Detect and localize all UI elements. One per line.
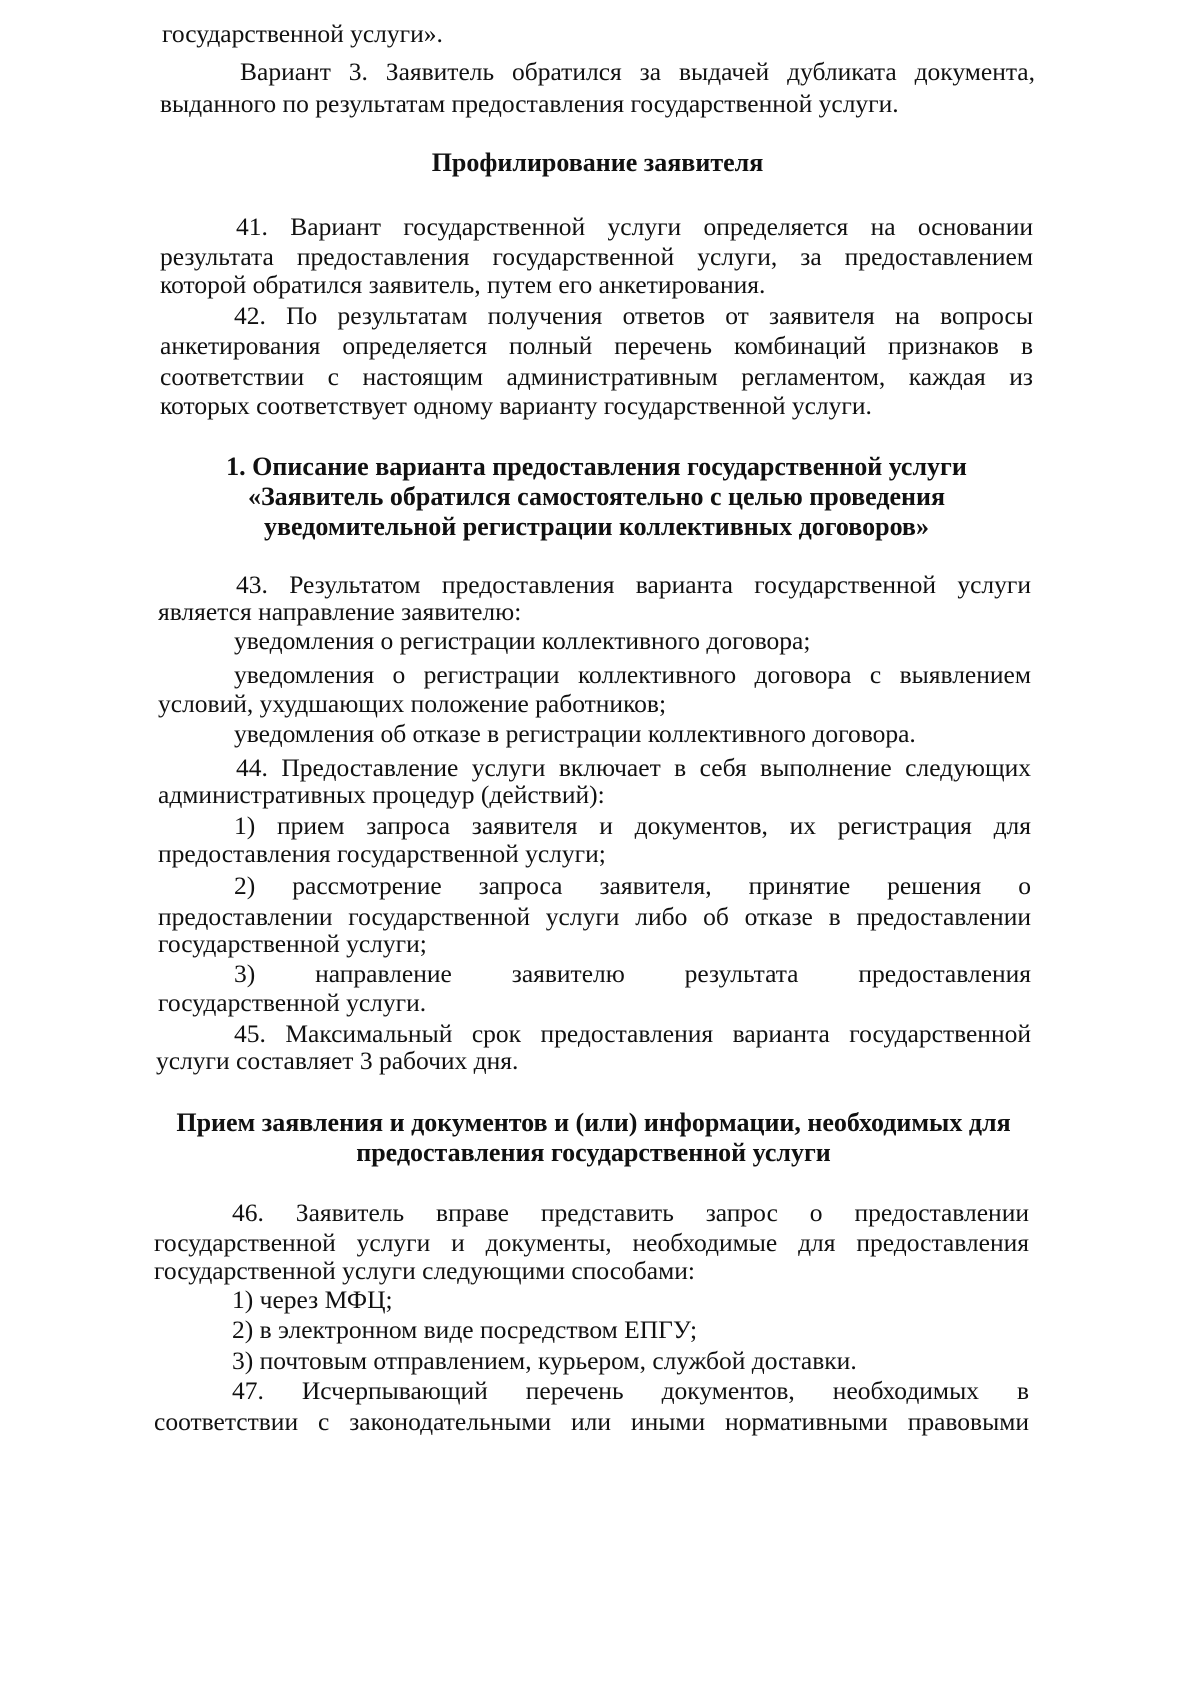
section-heading: Прием заявления и документов и (или) информации, необходимых для	[176, 1108, 1011, 1137]
text-line: предоставлении государственной услуги либо об отказе в предоставлении	[158, 902, 1031, 931]
text-line: 47. Исчерпывающий перечень документов, необходимых в	[232, 1376, 1029, 1405]
text-line: уведомления об отказе в регистрации коллективного договора.	[234, 719, 916, 748]
text-line: соответствии с настоящим административным регламентом, каждая из	[160, 362, 1033, 391]
text-line: государственной услуги».	[162, 19, 443, 48]
text-line: 43. Результатом предоставления варианта государственной услуги	[236, 570, 1031, 599]
text-line: уведомления о регистрации коллективного договора;	[234, 626, 811, 655]
section-heading: уведомительной регистрации коллективных договоров»	[264, 512, 929, 541]
text-line: 41. Вариант государственной услуги определяется на основании	[236, 212, 1033, 241]
text-line: анкетирования определяется полный перечень комбинаций признаков в	[160, 331, 1033, 360]
text-line: государственной услуги.	[158, 988, 427, 1017]
text-line: 45. Максимальный срок предоставления варианта государственной	[234, 1019, 1031, 1048]
text-line: административных процедур (действий):	[158, 780, 605, 809]
text-line: является направление заявителю:	[158, 597, 522, 626]
section-heading: Профилирование заявителя	[431, 148, 764, 177]
list-item: 2) в электронном виде посредством ЕПГУ;	[232, 1315, 698, 1344]
text-line: результата предоставления государственной услуги, за предоставлением	[160, 242, 1033, 271]
text-line: предоставления государственной услуги;	[158, 839, 606, 868]
text-line: 44. Предоставление услуги включает в себя выполнение следующих	[236, 753, 1031, 782]
text-line: 42. По результатам получения ответов от заявителя на вопросы	[234, 301, 1033, 330]
text-line: которой обратился заявитель, путем его анкетирования.	[160, 270, 766, 299]
list-item: 3) почтовым отправлением, курьером, службой доставки.	[232, 1346, 857, 1375]
text-line: 46. Заявитель вправе представить запрос о предоставлении	[232, 1198, 1029, 1227]
list-item: 1) через МФЦ;	[232, 1285, 393, 1314]
text-line: Вариант 3. Заявитель обратился за выдачей дубликата документа,	[240, 57, 1035, 86]
text-line: услуги составляет 3 рабочих дня.	[156, 1046, 519, 1075]
text-line: государственной услуги и документы, необходимые для предоставления	[154, 1228, 1029, 1257]
text-line: уведомления о регистрации коллективного договора с выявлением	[234, 660, 1031, 689]
text-line: 3) направление заявителю результата предоставления	[234, 959, 1031, 988]
section-heading: предоставления государственной услуги	[356, 1138, 831, 1167]
text-line: условий, ухудшающих положение работников;	[158, 689, 667, 718]
text-line: 1) прием запроса заявителя и документов, их регистрация для	[234, 811, 1031, 840]
section-heading: 1. Описание варианта предоставления государственной услуги	[226, 452, 967, 481]
text-line: государственной услуги;	[158, 929, 427, 958]
text-line: выданного по результатам предоставления государственной услуги.	[160, 89, 899, 118]
text-line: соответствии с законодательными или иными нормативными правовыми	[154, 1407, 1029, 1436]
section-heading: «Заявитель обратился самостоятельно с целью проведения	[247, 482, 946, 511]
text-line: которых соответствует одному варианту государственной услуги.	[160, 391, 872, 420]
text-line: 2) рассмотрение запроса заявителя, принятие решения о	[234, 871, 1031, 900]
text-line: государственной услуги следующими способами:	[154, 1256, 695, 1285]
